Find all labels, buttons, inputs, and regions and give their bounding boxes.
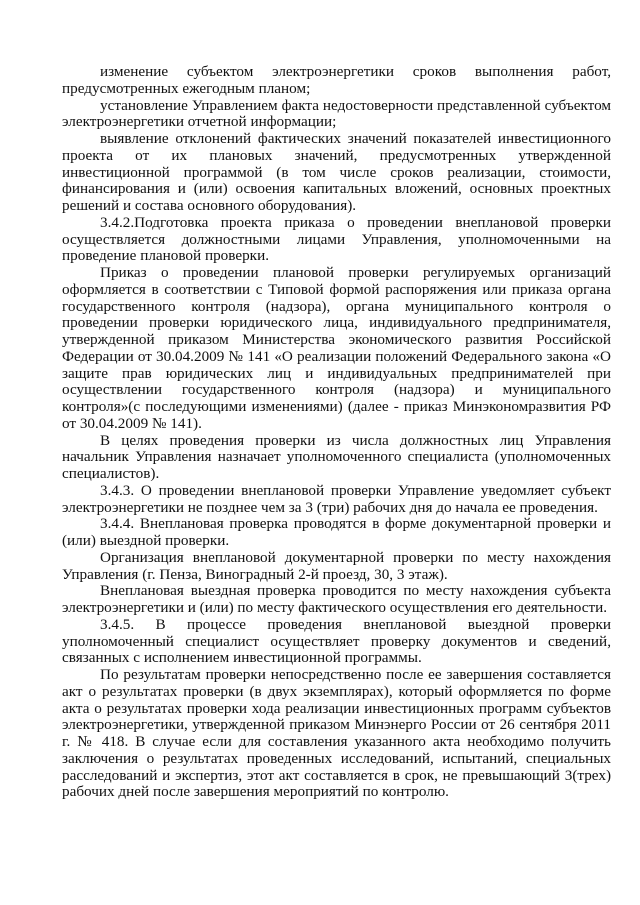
paragraph-3-4-4: 3.4.4. Внеплановая проверка проводятся в форме документарной проверки и (или) выездной проверки.: [62, 515, 611, 549]
paragraph-documentary-check: Организация внеплановой документарной проверки по месту нахождения Управления (г. Пенза, Виноградный 2-й проезд, 30, 3 этаж).: [62, 548, 611, 583]
paragraph-3-4-5: 3.4.5. В процессе проведения внеплановой выездной проверки уполномоченный специалист осуществляет проверку документов и сведений, связанных с исполнением инвестиционной программы.: [62, 615, 611, 667]
paragraph-3-4-2: 3.4.2.Подготовка проекта приказа о проведении внеплановой проверки осуществляется должностными лицами Управления, уполномоченными на проведение плановой проверки.: [62, 213, 611, 265]
document-page: [62, 64, 611, 801]
paragraph-deviation: выявление отклонений фактических значений показателей инвестиционного проекта от их плановых значений, предусмотренных утвержденной инвестиционной программой (в том числе сроков реализации, стоимости, финансирования и (или) освоения капитальных вложений, основных проектных решений и состава основного оборудования).: [62, 130, 611, 214]
paragraph-false-report: установление Управлением факта недостоверности представленной субъектом электроэнергетики отчетной информации;: [62, 96, 611, 131]
paragraph-3-4-3: 3.4.3. О проведении внеплановой проверки Управление уведомляет субъект электроэнергетики не позднее чем за 3 (три) рабочих дня до начала ее проведения.: [62, 481, 611, 516]
paragraph-order-form: Приказ о проведении плановой проверки регулируемых организаций оформляется в соответствии с Типовой формой распоряжения или приказа органа государственного контроля (надзора), органа муниципального контроля о проведении проверки юридического лица, индивидуального предпринимателя, утвержденной приказом Министерства экономического развития Российской Федерации от 30.04.2009 № 141 «О реализации положений Федерального закона «О защите прав юридических лиц и индивидуальных предпринимателей при осуществлении государственного контроля (надзора) и муниципального контроля»(с последующими изменениями) (далее - приказ Минэкономразвития РФ от 30.04.2009 № 141).: [62, 264, 611, 432]
paragraph-specialist-appointment: В целях проведения проверки из числа должностных лиц Управления начальник Управления назначает уполномоченного специалиста (уполномоченных специалистов).: [62, 431, 611, 482]
paragraph-results-act: По результатам проверки непосредственно после ее завершения составляется акт о результатах проверки (в двух экземплярах), который оформляется по форме акта о результатах проверки хода реализации инвестиционных программ субъектов электроэнергетики, утвержденной приказом Минэнерго России от 26 сентября 2011 г. № 418. В случае если для составления указанного акта необходимо получить заключения о результатах проведенных исследований, испытаний, специальных расследований и экспертиз, этот акт составляется в срок, не превышающий 3(трех) рабочих дней после завершения мероприятий по контролю.: [62, 666, 611, 801]
paragraph-deadline-change: изменение субъектом электроэнергетики сроков выполнения работ, предусмотренных ежегодным планом;: [62, 63, 611, 97]
paragraph-onsite-check: Внеплановая выездная проверка проводится по месту нахождения субъекта электроэнергетики и (или) по месту фактического осуществления его деятельности.: [62, 582, 611, 616]
